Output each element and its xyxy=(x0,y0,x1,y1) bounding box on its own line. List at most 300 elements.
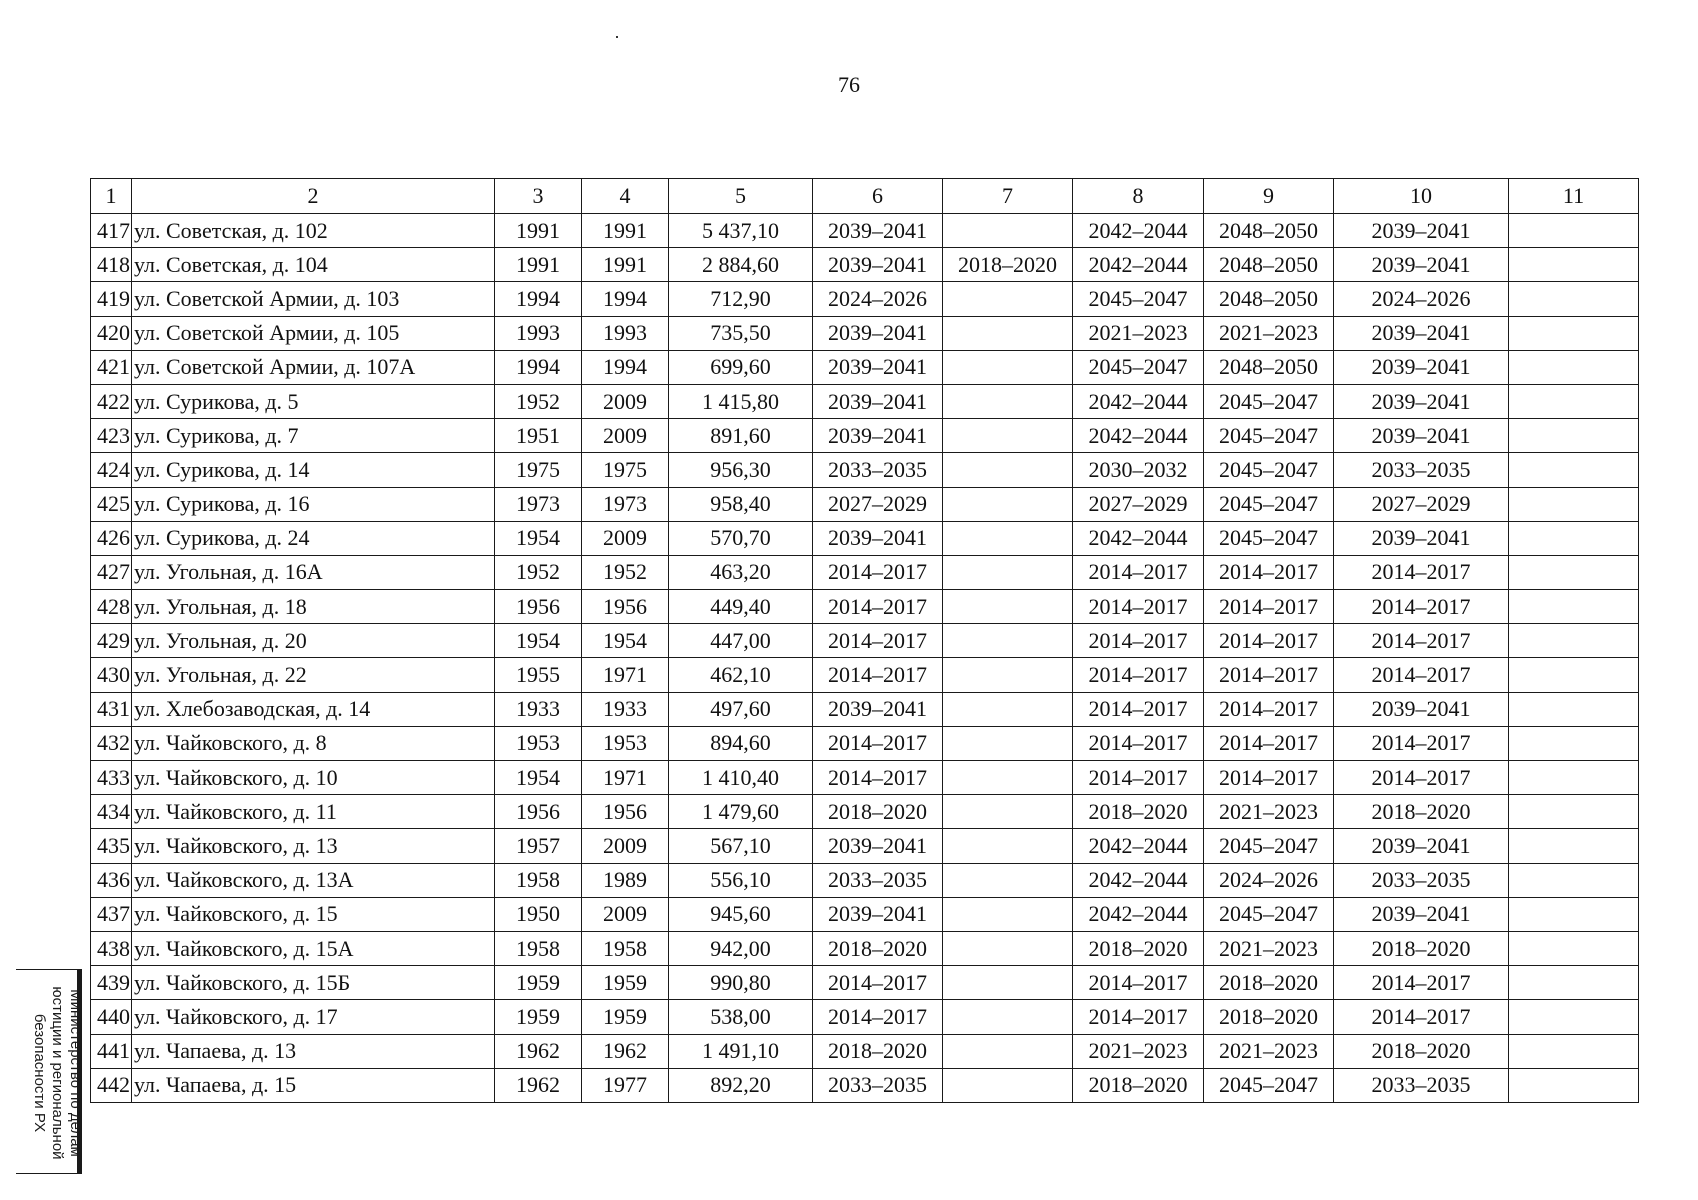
period-col-10-cell: 2014–2017 xyxy=(1334,761,1509,795)
table-row xyxy=(91,1000,1639,1034)
period-col-7-cell xyxy=(943,282,1073,316)
period-col-6-cell: 2014–2017 xyxy=(813,590,943,624)
period-col-8-cell: 2042–2044 xyxy=(1073,214,1204,248)
period-col-9-cell: 2048–2050 xyxy=(1204,350,1334,384)
area-cell: 990,80 xyxy=(669,966,813,1000)
period-col-10-cell: 2027–2029 xyxy=(1334,487,1509,521)
col-11-cell xyxy=(1509,692,1639,726)
table-row xyxy=(91,624,1639,658)
row-number-cell: 428 xyxy=(91,590,132,624)
period-col-9-cell: 2021–2023 xyxy=(1204,316,1334,350)
period-col-7-cell xyxy=(943,726,1073,760)
period-col-9-cell: 2048–2050 xyxy=(1204,214,1334,248)
table-body xyxy=(91,214,1639,1103)
area-cell: 462,10 xyxy=(669,658,813,692)
year-reconstructed-cell: 2009 xyxy=(582,521,669,555)
period-col-9-cell: 2048–2050 xyxy=(1204,282,1334,316)
period-col-7-cell xyxy=(943,624,1073,658)
period-col-7-cell xyxy=(943,829,1073,863)
table-row xyxy=(91,931,1639,965)
period-col-9-cell: 2048–2050 xyxy=(1204,248,1334,282)
table-row xyxy=(91,658,1639,692)
column-header-5: 5 xyxy=(669,179,813,214)
col-11-cell xyxy=(1509,624,1639,658)
year-reconstructed-cell: 2009 xyxy=(582,829,669,863)
column-header-8: 8 xyxy=(1073,179,1204,214)
period-col-8-cell: 2014–2017 xyxy=(1073,692,1204,726)
area-cell: 956,30 xyxy=(669,453,813,487)
year-built-cell: 1975 xyxy=(495,453,582,487)
period-col-6-cell: 2027–2029 xyxy=(813,487,943,521)
stamp-line: безопасности РХ xyxy=(31,1013,48,1133)
col-11-cell xyxy=(1509,282,1639,316)
column-header-7: 7 xyxy=(943,179,1073,214)
housing-repair-table xyxy=(90,178,1639,1103)
year-built-cell: 1973 xyxy=(495,487,582,521)
period-col-9-cell: 2018–2020 xyxy=(1204,1000,1334,1034)
row-number-cell: 425 xyxy=(91,487,132,521)
area-cell: 945,60 xyxy=(669,897,813,931)
period-col-10-cell: 2014–2017 xyxy=(1334,726,1509,760)
period-col-8-cell: 2045–2047 xyxy=(1073,282,1204,316)
table-row xyxy=(91,590,1639,624)
period-col-8-cell: 2021–2023 xyxy=(1073,316,1204,350)
column-header-6: 6 xyxy=(813,179,943,214)
year-reconstructed-cell: 1971 xyxy=(582,761,669,795)
address-cell: ул. Сурикова, д. 5 xyxy=(132,384,495,418)
address-cell: ул. Чайковского, д. 15А xyxy=(132,931,495,965)
year-reconstructed-cell: 1953 xyxy=(582,726,669,760)
period-col-7-cell xyxy=(943,419,1073,453)
year-built-cell: 1950 xyxy=(495,897,582,931)
column-header-11: 11 xyxy=(1509,179,1639,214)
address-cell: ул. Сурикова, д. 16 xyxy=(132,487,495,521)
period-col-7-cell xyxy=(943,316,1073,350)
period-col-7-cell xyxy=(943,658,1073,692)
period-col-8-cell: 2014–2017 xyxy=(1073,555,1204,589)
table-row xyxy=(91,214,1639,248)
period-col-9-cell: 2014–2017 xyxy=(1204,658,1334,692)
period-col-7-cell xyxy=(943,761,1073,795)
period-col-8-cell: 2018–2020 xyxy=(1073,931,1204,965)
col-11-cell xyxy=(1509,863,1639,897)
col-11-cell xyxy=(1509,419,1639,453)
area-cell: 958,40 xyxy=(669,487,813,521)
period-col-10-cell: 2039–2041 xyxy=(1334,692,1509,726)
address-cell: ул. Чапаева, д. 15 xyxy=(132,1068,495,1102)
period-col-6-cell: 2033–2035 xyxy=(813,863,943,897)
period-col-9-cell: 2045–2047 xyxy=(1204,1068,1334,1102)
row-number-cell: 439 xyxy=(91,966,132,1000)
year-built-cell: 1952 xyxy=(495,384,582,418)
address-cell: ул. Чайковского, д. 11 xyxy=(132,795,495,829)
table-row xyxy=(91,384,1639,418)
period-col-7-cell xyxy=(943,384,1073,418)
area-cell: 1 410,40 xyxy=(669,761,813,795)
period-col-8-cell: 2045–2047 xyxy=(1073,350,1204,384)
table-row xyxy=(91,863,1639,897)
table-row xyxy=(91,282,1639,316)
year-reconstructed-cell: 1959 xyxy=(582,1000,669,1034)
area-cell: 449,40 xyxy=(669,590,813,624)
period-col-6-cell: 2039–2041 xyxy=(813,897,943,931)
address-cell: ул. Угольная, д. 22 xyxy=(132,658,495,692)
period-col-6-cell: 2018–2020 xyxy=(813,931,943,965)
col-11-cell xyxy=(1509,1068,1639,1102)
area-cell: 1 479,60 xyxy=(669,795,813,829)
row-number-cell: 432 xyxy=(91,726,132,760)
year-built-cell: 1933 xyxy=(495,692,582,726)
year-built-cell: 1954 xyxy=(495,624,582,658)
address-cell: ул. Чайковского, д. 13А xyxy=(132,863,495,897)
table-row xyxy=(91,1034,1639,1068)
col-11-cell xyxy=(1509,931,1639,965)
period-col-6-cell: 2014–2017 xyxy=(813,761,943,795)
address-cell: ул. Чайковского, д. 10 xyxy=(132,761,495,795)
area-cell: 1 415,80 xyxy=(669,384,813,418)
table-row xyxy=(91,453,1639,487)
year-built-cell: 1959 xyxy=(495,966,582,1000)
year-reconstructed-cell: 1933 xyxy=(582,692,669,726)
period-col-9-cell: 2014–2017 xyxy=(1204,555,1334,589)
period-col-6-cell: 2039–2041 xyxy=(813,692,943,726)
row-number-cell: 417 xyxy=(91,214,132,248)
year-built-cell: 1956 xyxy=(495,795,582,829)
year-reconstructed-cell: 1989 xyxy=(582,863,669,897)
year-reconstructed-cell: 2009 xyxy=(582,384,669,418)
period-col-7-cell xyxy=(943,590,1073,624)
period-col-8-cell: 2030–2032 xyxy=(1073,453,1204,487)
row-number-cell: 434 xyxy=(91,795,132,829)
period-col-7-cell: 2018–2020 xyxy=(943,248,1073,282)
col-11-cell xyxy=(1509,350,1639,384)
period-col-9-cell: 2014–2017 xyxy=(1204,761,1334,795)
address-cell: ул. Хлебозаводская, д. 14 xyxy=(132,692,495,726)
period-col-10-cell: 2014–2017 xyxy=(1334,555,1509,589)
period-col-9-cell: 2021–2023 xyxy=(1204,931,1334,965)
address-cell: ул. Советская, д. 102 xyxy=(132,214,495,248)
table-row xyxy=(91,350,1639,384)
col-11-cell xyxy=(1509,248,1639,282)
year-reconstructed-cell: 1991 xyxy=(582,214,669,248)
period-col-8-cell: 2042–2044 xyxy=(1073,897,1204,931)
row-number-cell: 441 xyxy=(91,1034,132,1068)
period-col-9-cell: 2021–2023 xyxy=(1204,1034,1334,1068)
period-col-6-cell: 2018–2020 xyxy=(813,1034,943,1068)
year-built-cell: 1991 xyxy=(495,248,582,282)
table-row xyxy=(91,419,1639,453)
address-cell: ул. Сурикова, д. 14 xyxy=(132,453,495,487)
period-col-6-cell: 2024–2026 xyxy=(813,282,943,316)
period-col-6-cell: 2014–2017 xyxy=(813,555,943,589)
year-built-cell: 1994 xyxy=(495,350,582,384)
period-col-10-cell: 2039–2041 xyxy=(1334,897,1509,931)
row-number-cell: 440 xyxy=(91,1000,132,1034)
period-col-8-cell: 2014–2017 xyxy=(1073,1000,1204,1034)
row-number-cell: 435 xyxy=(91,829,132,863)
ministry-stamp-text xyxy=(30,972,84,1174)
table-row xyxy=(91,829,1639,863)
year-built-cell: 1959 xyxy=(495,1000,582,1034)
year-built-cell: 1953 xyxy=(495,726,582,760)
area-cell: 497,60 xyxy=(669,692,813,726)
period-col-6-cell: 2014–2017 xyxy=(813,658,943,692)
period-col-8-cell: 2042–2044 xyxy=(1073,521,1204,555)
period-col-7-cell xyxy=(943,1068,1073,1102)
row-number-cell: 421 xyxy=(91,350,132,384)
year-built-cell: 1954 xyxy=(495,761,582,795)
period-col-6-cell: 2039–2041 xyxy=(813,384,943,418)
period-col-7-cell xyxy=(943,692,1073,726)
stamp-line: юстиции и региональной xyxy=(49,986,66,1160)
table-row xyxy=(91,316,1639,350)
area-cell: 570,70 xyxy=(669,521,813,555)
address-cell: ул. Чайковского, д. 13 xyxy=(132,829,495,863)
col-11-cell xyxy=(1509,555,1639,589)
year-reconstructed-cell: 1962 xyxy=(582,1034,669,1068)
address-cell: ул. Чайковского, д. 15Б xyxy=(132,966,495,1000)
column-header-4: 4 xyxy=(582,179,669,214)
year-built-cell: 1993 xyxy=(495,316,582,350)
period-col-6-cell: 2039–2041 xyxy=(813,248,943,282)
period-col-10-cell: 2039–2041 xyxy=(1334,521,1509,555)
period-col-9-cell: 2014–2017 xyxy=(1204,692,1334,726)
table-row xyxy=(91,897,1639,931)
period-col-8-cell: 2021–2023 xyxy=(1073,1034,1204,1068)
period-col-6-cell: 2018–2020 xyxy=(813,795,943,829)
column-header-3: 3 xyxy=(495,179,582,214)
year-reconstructed-cell: 1994 xyxy=(582,350,669,384)
col-11-cell xyxy=(1509,726,1639,760)
row-number-cell: 419 xyxy=(91,282,132,316)
col-11-cell xyxy=(1509,829,1639,863)
table-row xyxy=(91,795,1639,829)
period-col-10-cell: 2014–2017 xyxy=(1334,624,1509,658)
period-col-7-cell xyxy=(943,1034,1073,1068)
header-row xyxy=(91,179,1639,214)
period-col-6-cell: 2014–2017 xyxy=(813,624,943,658)
table-row xyxy=(91,555,1639,589)
stamp-line: Министерство по делам xyxy=(67,989,84,1157)
area-cell: 1 491,10 xyxy=(669,1034,813,1068)
year-built-cell: 1951 xyxy=(495,419,582,453)
period-col-6-cell: 2014–2017 xyxy=(813,1000,943,1034)
row-number-cell: 430 xyxy=(91,658,132,692)
period-col-6-cell: 2014–2017 xyxy=(813,966,943,1000)
period-col-9-cell: 2021–2023 xyxy=(1204,795,1334,829)
period-col-10-cell: 2039–2041 xyxy=(1334,384,1509,418)
period-col-10-cell: 2018–2020 xyxy=(1334,1034,1509,1068)
period-col-10-cell: 2014–2017 xyxy=(1334,658,1509,692)
period-col-8-cell: 2042–2044 xyxy=(1073,829,1204,863)
address-cell: ул. Угольная, д. 18 xyxy=(132,590,495,624)
period-col-10-cell: 2039–2041 xyxy=(1334,350,1509,384)
area-cell: 556,10 xyxy=(669,863,813,897)
col-11-cell xyxy=(1509,521,1639,555)
period-col-8-cell: 2014–2017 xyxy=(1073,966,1204,1000)
year-reconstructed-cell: 1991 xyxy=(582,248,669,282)
address-cell: ул. Советской Армии, д. 103 xyxy=(132,282,495,316)
period-col-7-cell xyxy=(943,555,1073,589)
year-built-cell: 1952 xyxy=(495,555,582,589)
area-cell: 942,00 xyxy=(669,931,813,965)
table-row xyxy=(91,248,1639,282)
period-col-9-cell: 2045–2047 xyxy=(1204,384,1334,418)
period-col-9-cell: 2045–2047 xyxy=(1204,521,1334,555)
period-col-7-cell xyxy=(943,966,1073,1000)
area-cell: 892,20 xyxy=(669,1068,813,1102)
year-built-cell: 1957 xyxy=(495,829,582,863)
period-col-6-cell: 2039–2041 xyxy=(813,350,943,384)
address-cell: ул. Чапаева, д. 13 xyxy=(132,1034,495,1068)
year-reconstructed-cell: 1959 xyxy=(582,966,669,1000)
period-col-8-cell: 2042–2044 xyxy=(1073,863,1204,897)
row-number-cell: 422 xyxy=(91,384,132,418)
address-cell: ул. Угольная, д. 16А xyxy=(132,555,495,589)
year-reconstructed-cell: 1958 xyxy=(582,931,669,965)
period-col-8-cell: 2018–2020 xyxy=(1073,795,1204,829)
period-col-7-cell xyxy=(943,931,1073,965)
column-header-1: 1 xyxy=(91,179,132,214)
period-col-10-cell: 2033–2035 xyxy=(1334,453,1509,487)
year-built-cell: 1994 xyxy=(495,282,582,316)
period-col-9-cell: 2045–2047 xyxy=(1204,487,1334,521)
period-col-6-cell: 2039–2041 xyxy=(813,419,943,453)
col-11-cell xyxy=(1509,897,1639,931)
period-col-6-cell: 2039–2041 xyxy=(813,829,943,863)
period-col-10-cell: 2024–2026 xyxy=(1334,282,1509,316)
area-cell: 894,60 xyxy=(669,726,813,760)
year-reconstructed-cell: 1975 xyxy=(582,453,669,487)
col-11-cell xyxy=(1509,384,1639,418)
period-col-9-cell: 2045–2047 xyxy=(1204,897,1334,931)
period-col-7-cell xyxy=(943,487,1073,521)
period-col-10-cell: 2018–2020 xyxy=(1334,931,1509,965)
address-cell: ул. Сурикова, д. 7 xyxy=(132,419,495,453)
table-row xyxy=(91,1068,1639,1102)
year-reconstructed-cell: 1952 xyxy=(582,555,669,589)
year-reconstructed-cell: 1954 xyxy=(582,624,669,658)
period-col-6-cell: 2039–2041 xyxy=(813,214,943,248)
period-col-7-cell xyxy=(943,350,1073,384)
area-cell: 567,10 xyxy=(669,829,813,863)
period-col-8-cell: 2014–2017 xyxy=(1073,624,1204,658)
row-number-cell: 424 xyxy=(91,453,132,487)
row-number-cell: 433 xyxy=(91,761,132,795)
period-col-10-cell: 2033–2035 xyxy=(1334,863,1509,897)
period-col-10-cell: 2014–2017 xyxy=(1334,590,1509,624)
row-number-cell: 420 xyxy=(91,316,132,350)
address-cell: ул. Чайковского, д. 15 xyxy=(132,897,495,931)
period-col-9-cell: 2045–2047 xyxy=(1204,829,1334,863)
period-col-9-cell: 2014–2017 xyxy=(1204,726,1334,760)
area-cell: 891,60 xyxy=(669,419,813,453)
year-built-cell: 1954 xyxy=(495,521,582,555)
period-col-9-cell: 2045–2047 xyxy=(1204,419,1334,453)
column-header-2: 2 xyxy=(132,179,495,214)
period-col-8-cell: 2014–2017 xyxy=(1073,726,1204,760)
period-col-10-cell: 2039–2041 xyxy=(1334,316,1509,350)
area-cell: 712,90 xyxy=(669,282,813,316)
year-reconstructed-cell: 1994 xyxy=(582,282,669,316)
area-cell: 538,00 xyxy=(669,1000,813,1034)
row-number-cell: 429 xyxy=(91,624,132,658)
year-built-cell: 1958 xyxy=(495,863,582,897)
col-11-cell xyxy=(1509,1000,1639,1034)
table-row xyxy=(91,761,1639,795)
row-number-cell: 431 xyxy=(91,692,132,726)
period-col-8-cell: 2042–2044 xyxy=(1073,419,1204,453)
column-header-10: 10 xyxy=(1334,179,1509,214)
period-col-6-cell: 2039–2041 xyxy=(813,316,943,350)
year-built-cell: 1955 xyxy=(495,658,582,692)
period-col-8-cell: 2018–2020 xyxy=(1073,1068,1204,1102)
area-cell: 2 884,60 xyxy=(669,248,813,282)
area-cell: 699,60 xyxy=(669,350,813,384)
year-built-cell: 1991 xyxy=(495,214,582,248)
period-col-8-cell: 2042–2044 xyxy=(1073,248,1204,282)
address-cell: ул. Сурикова, д. 24 xyxy=(132,521,495,555)
period-col-8-cell: 2042–2044 xyxy=(1073,384,1204,418)
col-11-cell xyxy=(1509,214,1639,248)
period-col-10-cell: 2033–2035 xyxy=(1334,1068,1509,1102)
area-cell: 5 437,10 xyxy=(669,214,813,248)
address-cell: ул. Чайковского, д. 8 xyxy=(132,726,495,760)
col-11-cell xyxy=(1509,658,1639,692)
row-number-cell: 438 xyxy=(91,931,132,965)
period-col-7-cell xyxy=(943,795,1073,829)
row-number-cell: 418 xyxy=(91,248,132,282)
period-col-7-cell xyxy=(943,1000,1073,1034)
period-col-9-cell: 2045–2047 xyxy=(1204,453,1334,487)
period-col-10-cell: 2039–2041 xyxy=(1334,214,1509,248)
area-cell: 735,50 xyxy=(669,316,813,350)
scan-speck xyxy=(616,36,618,38)
col-11-cell xyxy=(1509,487,1639,521)
year-reconstructed-cell: 1971 xyxy=(582,658,669,692)
period-col-8-cell: 2014–2017 xyxy=(1073,761,1204,795)
period-col-9-cell: 2014–2017 xyxy=(1204,590,1334,624)
col-11-cell xyxy=(1509,761,1639,795)
period-col-6-cell: 2033–2035 xyxy=(813,1068,943,1102)
address-cell: ул. Советская, д. 104 xyxy=(132,248,495,282)
year-built-cell: 1958 xyxy=(495,931,582,965)
page-number: 76 xyxy=(838,72,860,97)
area-cell: 463,20 xyxy=(669,555,813,589)
column-header-9: 9 xyxy=(1204,179,1334,214)
year-reconstructed-cell: 2009 xyxy=(582,419,669,453)
period-col-6-cell: 2014–2017 xyxy=(813,726,943,760)
period-col-6-cell: 2039–2041 xyxy=(813,521,943,555)
table-row xyxy=(91,487,1639,521)
address-cell: ул. Советской Армии, д. 107А xyxy=(132,350,495,384)
period-col-10-cell: 2014–2017 xyxy=(1334,1000,1509,1034)
period-col-8-cell: 2027–2029 xyxy=(1073,487,1204,521)
year-reconstructed-cell: 1977 xyxy=(582,1068,669,1102)
year-reconstructed-cell: 1973 xyxy=(582,487,669,521)
area-cell: 447,00 xyxy=(669,624,813,658)
year-reconstructed-cell: 1956 xyxy=(582,590,669,624)
period-col-8-cell: 2014–2017 xyxy=(1073,590,1204,624)
year-reconstructed-cell: 1993 xyxy=(582,316,669,350)
period-col-10-cell: 2039–2041 xyxy=(1334,248,1509,282)
period-col-9-cell: 2014–2017 xyxy=(1204,624,1334,658)
period-col-9-cell: 2024–2026 xyxy=(1204,863,1334,897)
col-11-cell xyxy=(1509,590,1639,624)
period-col-6-cell: 2033–2035 xyxy=(813,453,943,487)
col-11-cell xyxy=(1509,1034,1639,1068)
year-built-cell: 1962 xyxy=(495,1034,582,1068)
